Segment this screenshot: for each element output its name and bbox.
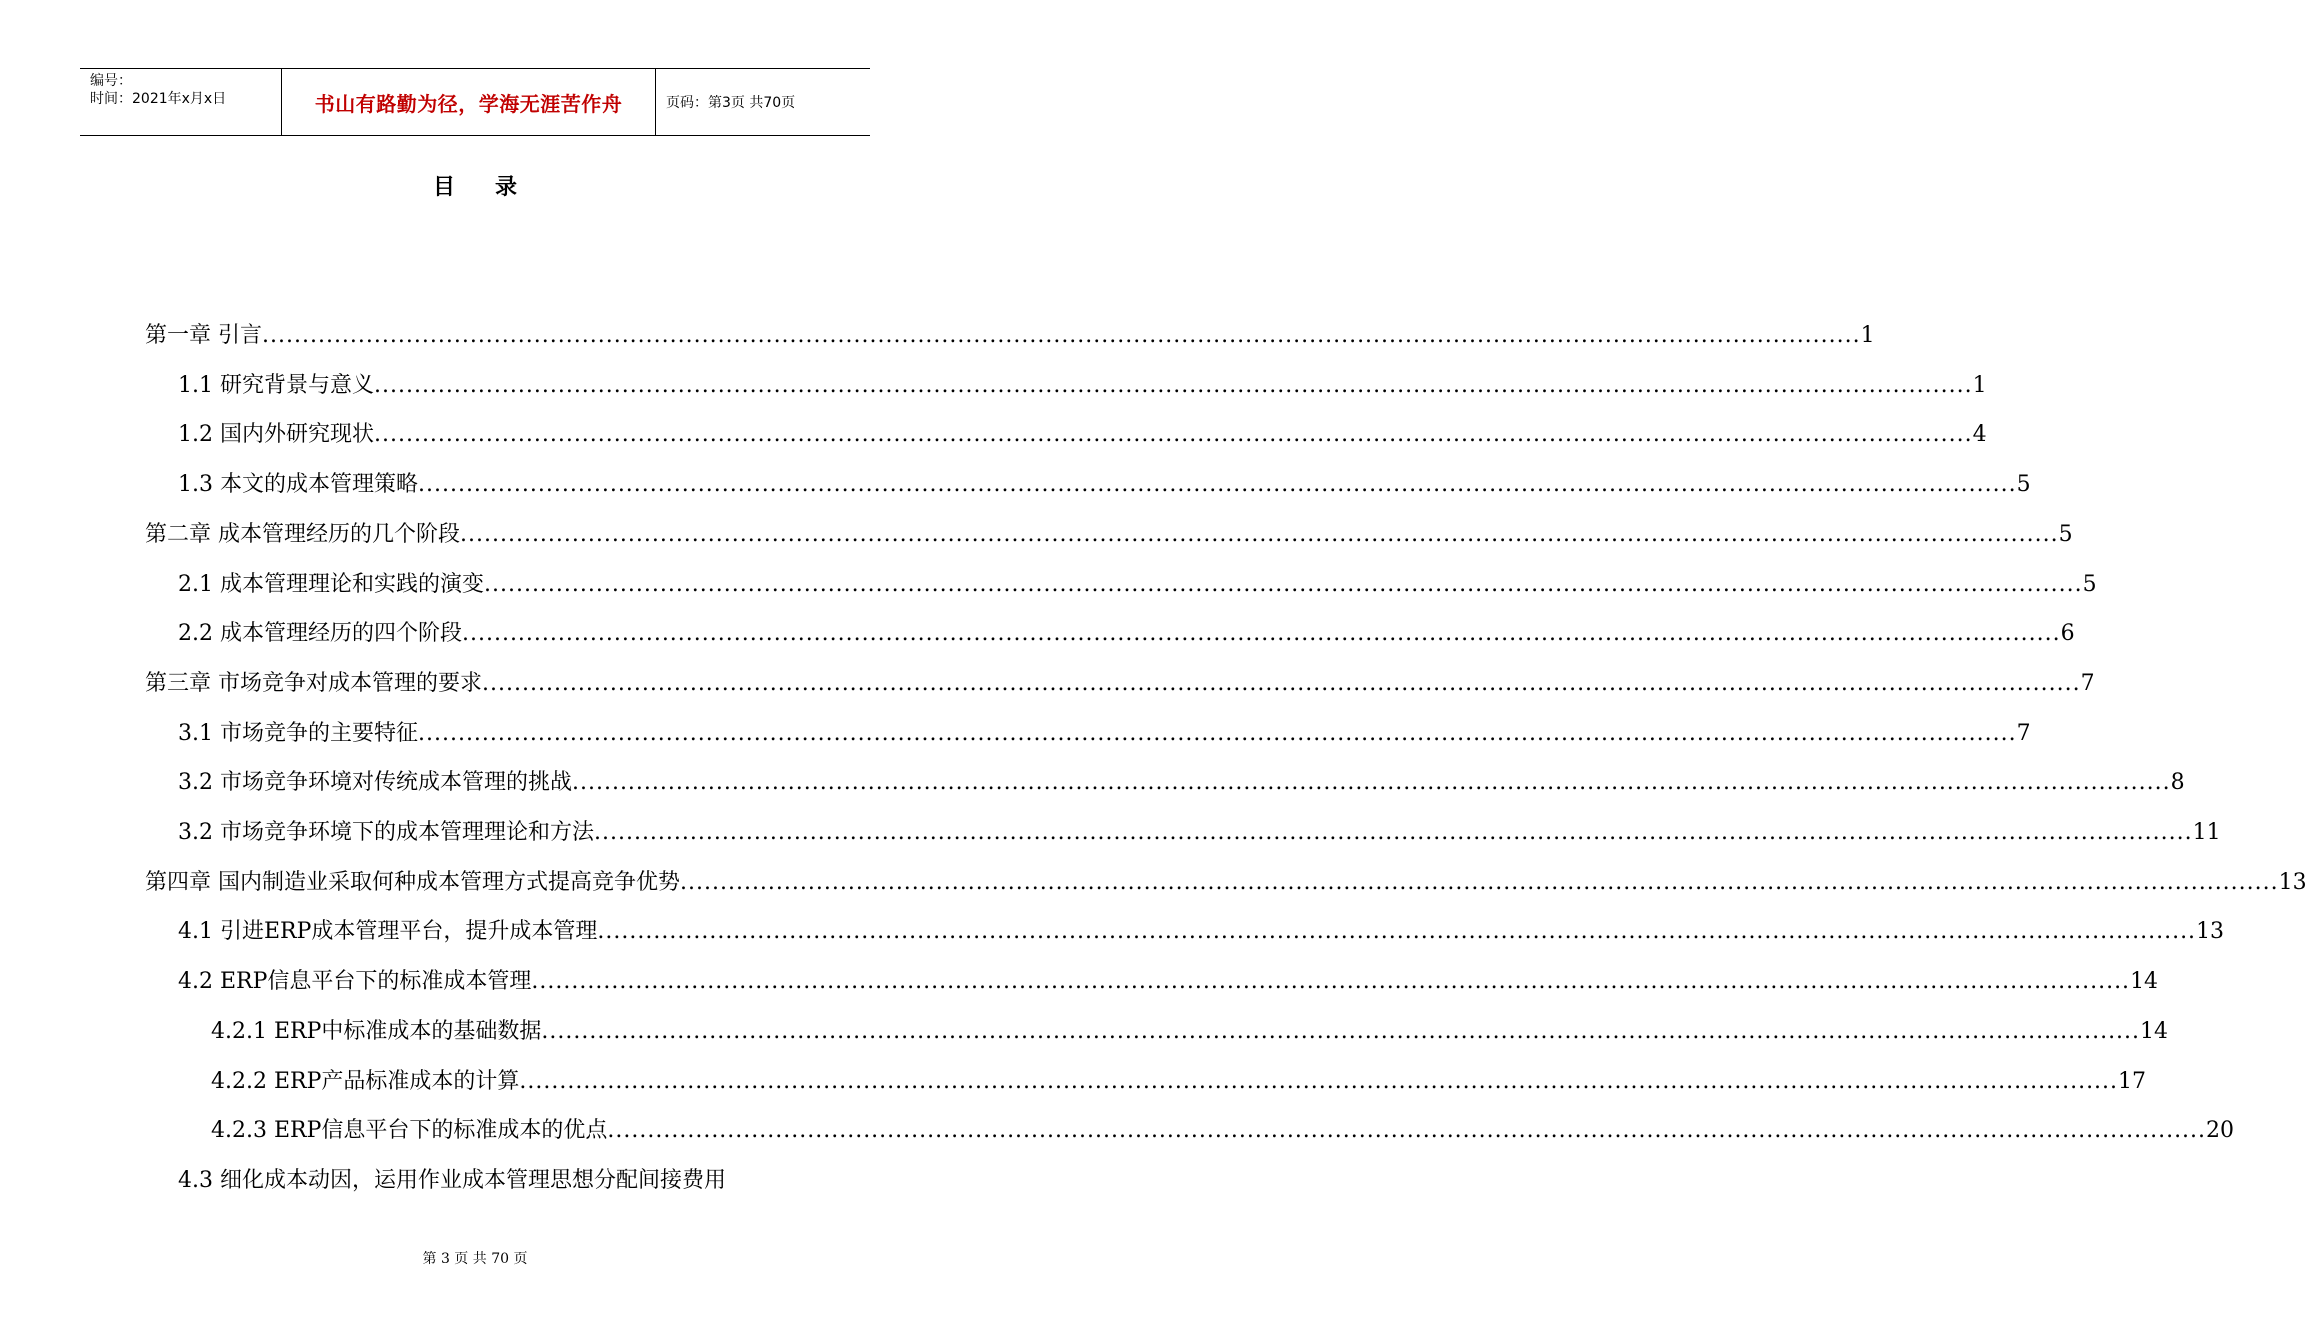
toc-entry-text: 2.1 成本管理理论和实践的演变: [178, 571, 484, 597]
toc-entry-page: 13: [2196, 919, 2225, 945]
toc-entry-page: 6: [2060, 621, 2075, 647]
toc-entry-text: 3.2 市场竞争环境对传统成本管理的挑战: [178, 770, 572, 796]
header-page-info-cell: [656, 69, 870, 135]
toc-leader-dots: ........................................................................................................................................................................................................: [531, 969, 2131, 995]
toc-entry[interactable]: [145, 509, 2073, 549]
toc-entry-page: 11: [2192, 820, 2221, 845]
toc-leader-dots: ........................................................................................................................................................................................................: [373, 372, 1973, 398]
toc-leader-dots: ........................................................................................................................................................................................................: [417, 472, 2017, 498]
header-meta: [80, 69, 282, 135]
toc-leader-dots: ........................................................................................................................................................................................................: [680, 869, 2279, 895]
toc-entry-text: 4.2 ERP信息平台下的标准成本管理: [178, 969, 532, 995]
toc-entry-text: 1.1 研究背景与意义: [178, 372, 374, 398]
toc-entry[interactable]: [145, 310, 1875, 350]
toc-entry-page: 14: [2140, 1018, 2169, 1044]
toc-entry[interactable]: [178, 906, 2225, 946]
toc-entry-page: 7: [2016, 720, 2031, 746]
toc-entry-page: 1: [1860, 323, 1875, 348]
header-page-info: 页码：第3页 共70页: [666, 95, 796, 111]
toc-entry-text: 2.2 成本管理经历的四个阶段: [178, 621, 462, 647]
toc-entry-page: 4: [1972, 422, 1987, 448]
header-time-label: 时间：2021年x月x日: [90, 91, 227, 107]
toc-entry-page: 5: [2016, 472, 2031, 498]
toc-entry-page: 14: [2130, 969, 2159, 995]
toc-leader-dots: ........................................................................................................................................................................................................: [461, 621, 2061, 647]
toc-leader-dots: ........................................................................................................................................................................................................: [373, 422, 1973, 448]
toc-leader-dots: ........................................................................................................................................................................................................: [597, 919, 2197, 945]
toc-entry-page: 7: [2080, 670, 2095, 696]
toc-title: 目录: [432, 175, 557, 200]
toc-entry[interactable]: [178, 559, 2097, 599]
toc-leader-dots: ........................................................................................................................................................................................................: [541, 1018, 2141, 1044]
page-header: [80, 68, 870, 136]
toc-entry-text: 4.2.1 ERP中标准成本的基础数据: [211, 1018, 542, 1044]
toc-leader-dots: ........................................................................................................................................................................................................: [571, 770, 2171, 796]
header-motto-cell: [282, 69, 656, 135]
toc-entry[interactable]: [211, 1105, 2235, 1145]
toc-entry[interactable]: [211, 1056, 2147, 1096]
toc-entry-text: 3.1 市场竞争的主要特征: [178, 720, 418, 746]
toc-entry[interactable]: [178, 757, 2185, 797]
toc-entry-text: 第二章 成本管理经历的几个阶段: [145, 521, 460, 547]
toc-leader-dots: ........................................................................................................................................................................................................: [519, 1068, 2119, 1094]
toc-leader-dots: ........................................................................................................................................................................................................: [460, 521, 2059, 547]
header-number-label: 编号：: [90, 73, 132, 89]
toc-entry-text: 第三章 市场竞争对成本管理的要求: [145, 670, 482, 696]
toc-entry-page: 5: [2082, 571, 2097, 597]
toc-entry[interactable]: [211, 1006, 2169, 1046]
toc-entry[interactable]: [178, 459, 2031, 499]
toc-entry-page: 20: [2206, 1118, 2235, 1144]
header-motto: 书山有路勤为径，学海无涯苦作舟: [314, 91, 623, 116]
toc-entry-page: 8: [2170, 770, 2185, 796]
toc-leader-dots: ........................................................................................................................................................................................................: [593, 820, 2193, 845]
toc-entry[interactable]: [178, 956, 2159, 996]
toc-entry-text: 4.1 引进ERP成本管理平台，提升成本管理: [178, 919, 598, 945]
toc-leader-dots: ........................................................................................................................................................................................................: [607, 1118, 2207, 1144]
toc-entry-text: 3.2 市场竞争环境下的成本管理理论和方法: [178, 820, 594, 845]
toc-leader-dots: ........................................................................................................................................................................................................: [417, 720, 2017, 746]
toc-entry[interactable]: [145, 857, 2307, 897]
toc-entry-text: 4.2.2 ERP产品标准成本的计算: [211, 1068, 520, 1094]
toc-entry-page: 13: [2278, 869, 2307, 895]
toc-leader-dots: ........................................................................................................................................................................................................: [262, 323, 1861, 348]
toc-entry[interactable]: [178, 360, 1987, 400]
toc-entry-text: 第一章 引言: [145, 323, 262, 348]
toc-entry[interactable]: [178, 1155, 806, 1195]
toc-entry-text: 第四章 国内制造业采取何种成本管理方式提高竞争优势: [145, 869, 680, 895]
toc-entry-text: 1.2 国内外研究现状: [178, 422, 374, 448]
toc-entry-page: 1: [1972, 372, 1987, 398]
toc-entry[interactable]: [178, 708, 2031, 748]
toc-leader-dots: ........................................................................................................................................................................................................: [482, 670, 2081, 696]
toc-entry[interactable]: [178, 409, 1987, 449]
toc-entry[interactable]: [178, 608, 2075, 648]
toc-entry-text: 1.3 本文的成本管理策略: [178, 472, 418, 498]
toc-entry-page: 5: [2058, 521, 2073, 547]
toc-entry-text: 4.3 细化成本动因，运用作业成本管理思想分配间接费用: [178, 1167, 726, 1193]
toc-leader-dots: ........................................................................................................................................................................................................: [483, 571, 2083, 597]
page-footer: 第 3 页 共 70 页: [422, 1251, 528, 1267]
toc-entry[interactable]: [178, 807, 2221, 847]
toc-entry-text: 4.2.3 ERP信息平台下的标准成本的优点: [211, 1118, 608, 1144]
toc-entry-page: 17: [2118, 1068, 2147, 1094]
toc-entry[interactable]: [145, 658, 2095, 698]
